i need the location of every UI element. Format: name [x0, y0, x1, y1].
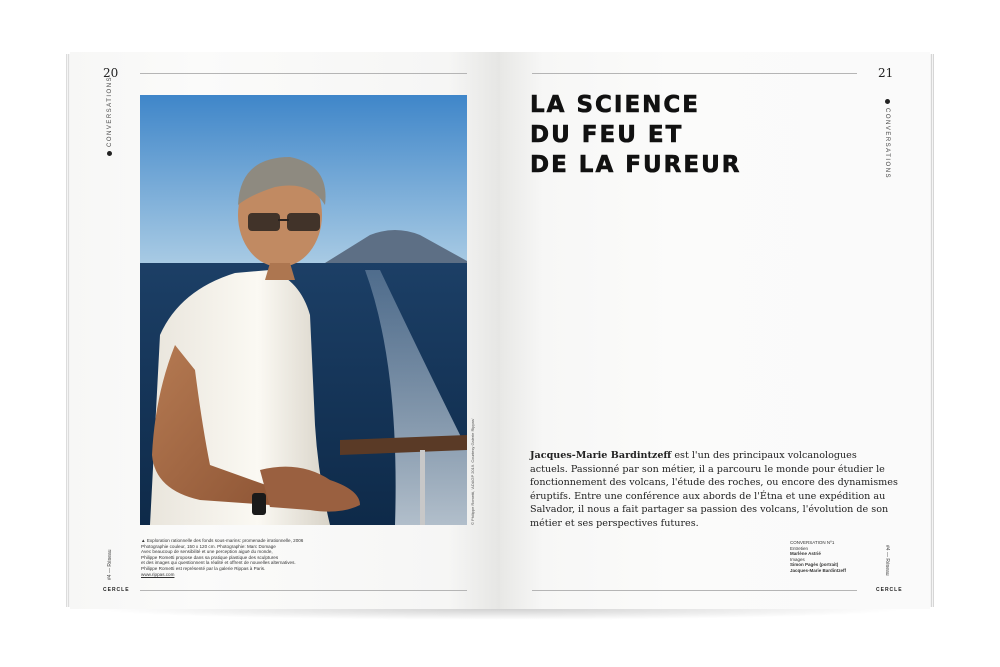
- left-section-label: CONVERSATIONS: [107, 76, 113, 160]
- left-page-number: 20: [103, 66, 119, 80]
- caption-line: Philippe Rometti propose dans sa pratique plastique des sculptures: [141, 554, 279, 560]
- right-bottom-rule: [532, 590, 857, 591]
- title-line: DU FEU ET: [530, 122, 684, 148]
- credits-interviewer: Marlène Astrié: [790, 551, 821, 557]
- caption-line: ▲ Exploration rationnelle des fonds sous-marins: promenade irrationnelle, 2006: [141, 538, 304, 543]
- intro-text: est l'un des principaux volcanologues: [671, 450, 857, 461]
- intro-text: fonctionnement des volcans, l'étude des roches, ou encore des dynamismes: [530, 477, 898, 489]
- left-top-rule: [140, 73, 467, 74]
- title-line: LA SCIENCE: [530, 92, 701, 118]
- photo-credit: © Philippe Rometti, 'ADAGP 2019. Courtesy Galerie Rippas': [470, 418, 475, 525]
- article-title: [530, 90, 741, 180]
- caption-line: Philippe Rometti est représenté par la galerie Rippas à Paris.: [141, 565, 266, 571]
- intro-text: métier et ses perspectives futures.: [530, 517, 699, 529]
- left-issue-label: #4 — Réseau: [107, 549, 113, 580]
- right-page-number: 21: [878, 66, 894, 80]
- caption-line: et des images qui questionnent la réalité et offrent de nouvelles alternatives.: [141, 560, 296, 566]
- right-issue-label: #4 — Réseau: [884, 545, 890, 576]
- credits-subject: Jacques-Marie Bardintzeff: [790, 567, 847, 573]
- section-dot-icon: [107, 151, 112, 156]
- credits-interview-label: Entretien: [790, 545, 809, 551]
- credits-heading: CONVERSATION Nº1: [790, 540, 835, 545]
- caption-line: Photographie couleur, 150 x 120 cm. Photographie: Marc Domage: [141, 543, 276, 549]
- intro-name: Jacques-Marie Bardintzeff: [530, 450, 672, 461]
- photo-caption: [141, 538, 321, 577]
- credits-images-label: Images: [790, 556, 805, 562]
- portrait-photo: [140, 95, 467, 525]
- caption-link[interactable]: www.rippas.com: [141, 571, 175, 577]
- portrait-image: [140, 95, 467, 525]
- title-line: DE LA FUREUR: [530, 152, 742, 178]
- caption-line: Avec beaucoup de sensibilité et une perception aiguë du monde,: [141, 549, 273, 555]
- section-dot-icon: [885, 99, 890, 104]
- right-top-rule: [532, 73, 857, 74]
- article-credits: [790, 540, 846, 574]
- right-section-label: CONVERSATIONS: [884, 95, 890, 179]
- article-intro: [530, 449, 898, 531]
- right-brand: CERCLE: [876, 587, 903, 593]
- left-bottom-rule: [140, 590, 467, 591]
- intro-text: Salvador, il nous a fait partager sa passion des volcans, l'évolution de son: [530, 504, 889, 516]
- credits-photographer: Simon Pagès (portrait): [790, 562, 839, 568]
- intro-text: actuels. Passionné par son métier, il a parcouru le monde pour étudier le: [530, 463, 885, 475]
- intro-text: éruptifs. Entre une conférence aux abords de l'Étna et une expédition au: [530, 490, 886, 502]
- left-brand: CERCLE: [103, 587, 130, 593]
